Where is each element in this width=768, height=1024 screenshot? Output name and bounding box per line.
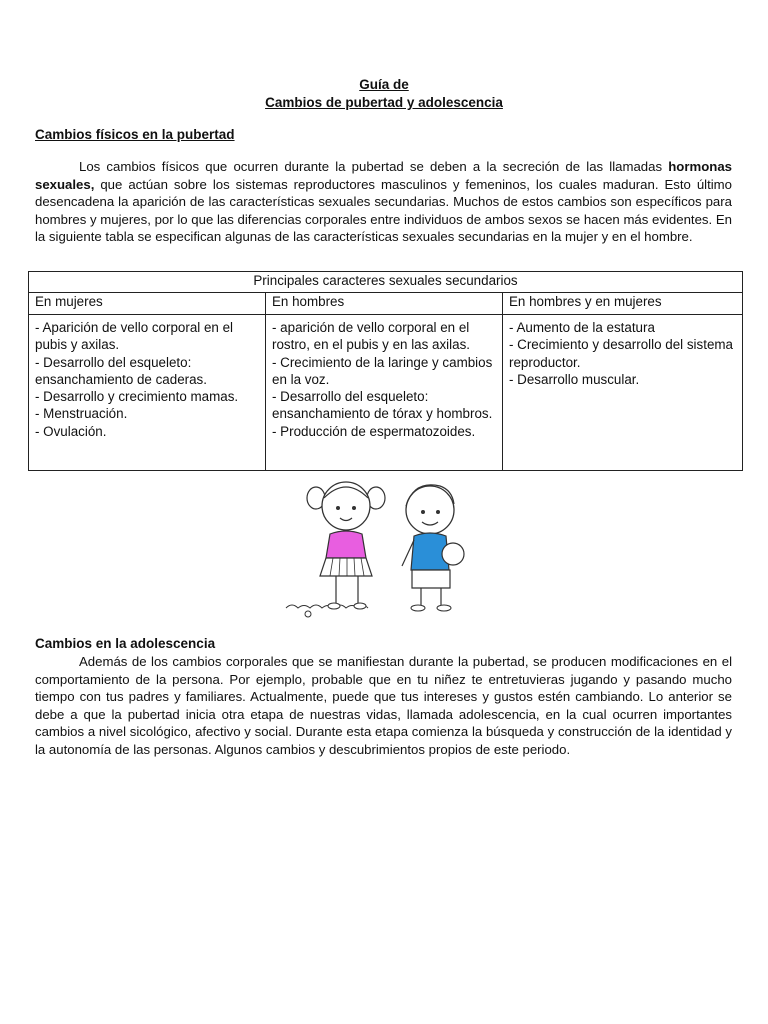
children-illustration bbox=[278, 476, 478, 626]
title-line-1: Guía de bbox=[359, 77, 409, 92]
section2-heading: Cambios en la adolescencia bbox=[35, 636, 216, 651]
list-item: - Crecimiento de la laringe y cambios en la voz. bbox=[272, 354, 493, 387]
list-item: - Crecimiento y desarrollo del sistema reproductor. bbox=[509, 337, 733, 370]
header-men: En hombres bbox=[266, 293, 503, 315]
ball bbox=[442, 543, 464, 565]
section1-paragraph bbox=[35, 158, 732, 246]
girl-dress bbox=[326, 531, 366, 558]
girl-figure bbox=[307, 482, 385, 609]
section1-text-b: que actúan sobre los sistemas reproductores masculinos y femeninos, los cuales maduran. Esto último desencadena la aparición de las características sexuales secundarias. Muchos de estos cambios son específicos para hombres y mujeres, por lo que las diferencias corporales entre individuos de ambos sexos se hacen más evidentes. En la siguiente tabla se especifican algunas de las características sexuales secundarias en la mujer y en el hombre. bbox=[35, 176, 732, 245]
boy-figure bbox=[402, 485, 464, 611]
list-item: - aparición de vello corporal en el rostro, en el pubis y en las axilas. bbox=[272, 320, 470, 353]
list-item: - Desarrollo del esqueleto: ensanchamiento de tórax y hombros. bbox=[272, 389, 493, 422]
table-caption: Principales caracteres sexuales secundarios bbox=[29, 272, 743, 293]
list-item: - Menstruación. bbox=[35, 406, 128, 422]
section1-text-a: Los cambios físicos que ocurren durante la pubertad se deben a la secreción de las llamadas bbox=[79, 159, 669, 174]
header-both: En hombres y en mujeres bbox=[503, 293, 743, 315]
flower bbox=[305, 611, 311, 617]
section1-text-bold: hormonas sexuales, bbox=[35, 159, 732, 192]
list-item: - Desarrollo muscular. bbox=[509, 371, 640, 387]
list-item: - Desarrollo y crecimiento mamas. bbox=[35, 389, 239, 405]
characteristics-table bbox=[28, 271, 743, 471]
list-item: - Aparición de vello corporal en el pubis y axilas. bbox=[35, 320, 233, 353]
list-item: - Producción de espermatozoides. bbox=[272, 423, 476, 439]
list-item: - Ovulación. bbox=[35, 423, 107, 439]
header-women: En mujeres bbox=[29, 293, 266, 315]
section1-heading: Cambios físicos en la pubertad bbox=[35, 127, 235, 142]
cell-men bbox=[266, 315, 503, 471]
cell-women bbox=[29, 315, 266, 471]
cell-both bbox=[503, 315, 743, 471]
title-line-2: Cambios de pubertad y adolescencia bbox=[265, 95, 503, 110]
list-item: - Aumento de la estatura bbox=[509, 320, 655, 335]
list-item: - Desarrollo del esqueleto: ensanchamiento de caderas. bbox=[35, 354, 207, 387]
section2-paragraph: Además de los cambios corporales que se manifiestan durante la pubertad, se producen modificaciones en el comportamiento de la persona. Por ejemplo, probable que en tu niñez te entretuvieras jugando y pasando mucho tiempo con tus padres y familiares. Actualmente, puede que tus intereses y gustos estén cambiando. Lo anterior se debe a que la pubertad inicia otra etapa de nuestras vidas, llamada adolescencia, en la cual ocurren importantes cambios a nivel sicológico, afectivo y social. Durante esta etapa comienza la búsqueda y construcción de la identidad y la autonomía de las personas. Algunos cambios y descubrimientos propios de este periodo. bbox=[35, 654, 732, 757]
